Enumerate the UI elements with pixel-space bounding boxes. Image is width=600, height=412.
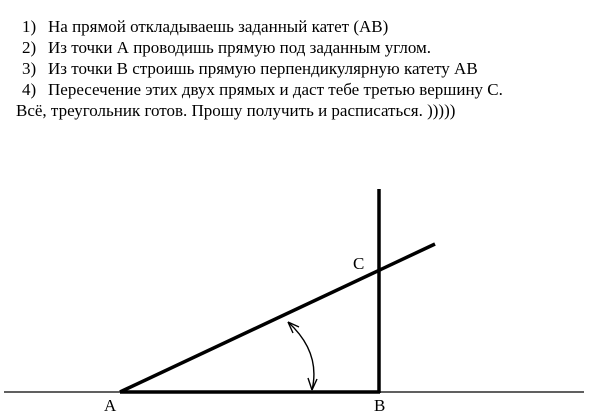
label-c: C: [353, 254, 365, 273]
step-text: Из точки В строишь прямую перпендикулярную катету АВ: [48, 59, 478, 78]
step-text: Пересечение этих двух прямых и даст тебе третью вершину С.: [48, 80, 503, 99]
conclusion-text: Всё, треугольник готов. Прошу получить и расписаться. ))))): [16, 101, 456, 120]
step-number: 4): [22, 80, 37, 99]
step-text: Из точки А проводишь прямую под заданным углом.: [48, 38, 432, 57]
step-text: На прямой откладываешь заданный катет (АВ): [48, 17, 389, 36]
label-a: A: [104, 396, 117, 412]
angled-line-a: [120, 244, 435, 392]
step-number: 1): [22, 17, 37, 36]
label-b: B: [374, 396, 386, 412]
step-number: 2): [22, 38, 37, 57]
step-number: 3): [22, 59, 37, 78]
